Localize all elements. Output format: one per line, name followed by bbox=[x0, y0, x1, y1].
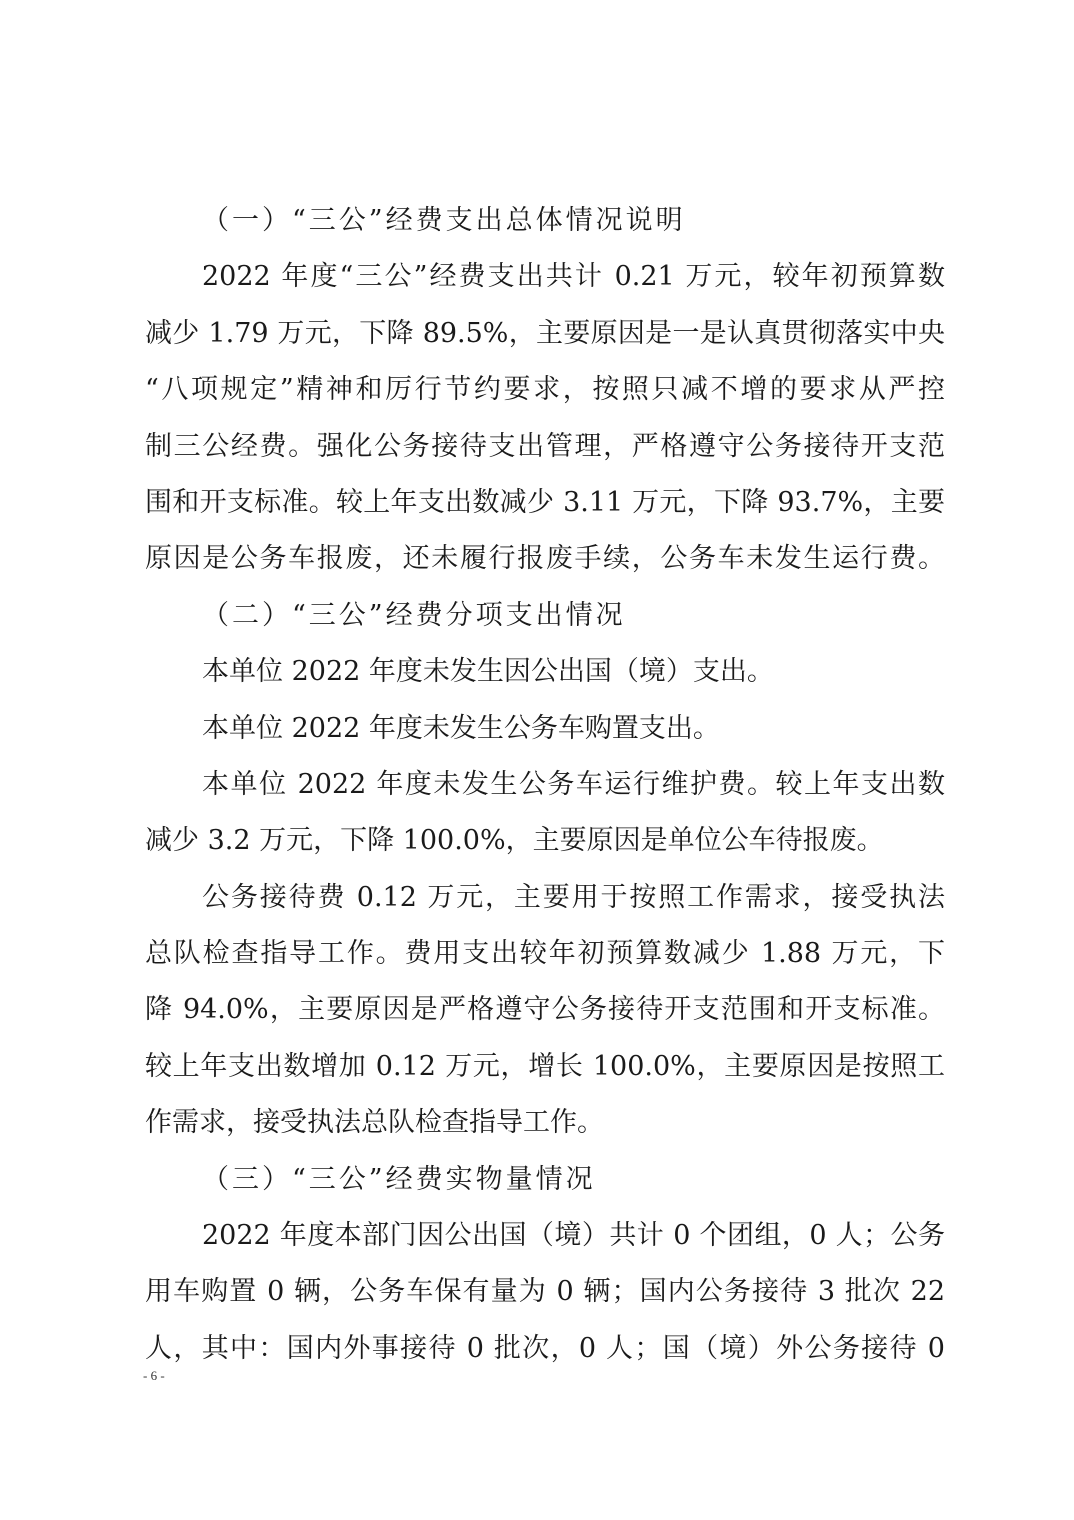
paragraph-line: 制三公经费。强化公务接待支出管理，严格遵守公务接待开支范 bbox=[145, 430, 945, 462]
paragraph-line: 减少 1.79 万元，下降 89.5%，主要原因是一是认真贯彻落实中央 bbox=[145, 317, 945, 349]
page-number: - 6 - bbox=[143, 1368, 165, 1383]
paragraph-line: 围和开支标准。较上年支出数减少 3.11 万元，下降 93.7%，主要 bbox=[145, 486, 945, 518]
paragraph-line: 原因是公务车报废，还未履行报废手续，公务车未发生运行费。 bbox=[145, 543, 945, 575]
paragraph-line: 公务接待费 0.12 万元，主要用于按照工作需求，接受执法 bbox=[202, 881, 945, 913]
paragraph-line: 较上年支出数增加 0.12 万元，增长 100.0%，主要原因是按照工 bbox=[145, 1050, 945, 1082]
paragraph-line: 本单位 2022 年度未发生公务车运行维护费。较上年支出数 bbox=[202, 768, 945, 800]
paragraph-line: 2022 年度本部门因公出国（境）共计 0 个团组，0 人；公务 bbox=[202, 1220, 945, 1252]
paragraph-line: 作需求，接受执法总队检查指导工作。 bbox=[145, 1107, 604, 1139]
paragraph-line: 人，其中：国内外事接待 0 批次，0 人；国（境）外公务接待 0 bbox=[145, 1332, 945, 1364]
paragraph-line: 2022 年度“三公”经费支出共计 0.21 万元，较年初预算数 bbox=[202, 261, 945, 293]
document-body bbox=[145, 193, 945, 1377]
paragraph-vehicle-purchase: 本单位 2022 年度未发生公务车购置支出。 bbox=[202, 712, 720, 744]
paragraph-line: 总队检查指导工作。费用支出较年初预算数减少 1.88 万元，下 bbox=[145, 938, 945, 970]
paragraph-line: 减少 3.2 万元，下降 100.0%，主要原因是单位公车待报废。 bbox=[145, 825, 884, 857]
section-heading-overall: （一）“三公”经费支出总体情况说明 bbox=[202, 205, 686, 236]
paragraph-line: “八项规定”精神和厉行节约要求，按照只减不增的要求从严控 bbox=[145, 374, 945, 406]
section-heading-itemized: （二）“三公”经费分项支出情况 bbox=[202, 599, 626, 631]
section-heading-physical: （三）“三公”经费实物量情况 bbox=[202, 1163, 596, 1195]
paragraph-line: 降 94.0%，主要原因是严格遵守公务接待开支范围和开支标准。 bbox=[145, 994, 945, 1026]
paragraph-abroad: 本单位 2022 年度未发生因公出国（境）支出。 bbox=[202, 656, 774, 688]
paragraph-line: 用车购置 0 辆，公务车保有量为 0 辆；国内公务接待 3 批次 22 bbox=[145, 1276, 945, 1308]
